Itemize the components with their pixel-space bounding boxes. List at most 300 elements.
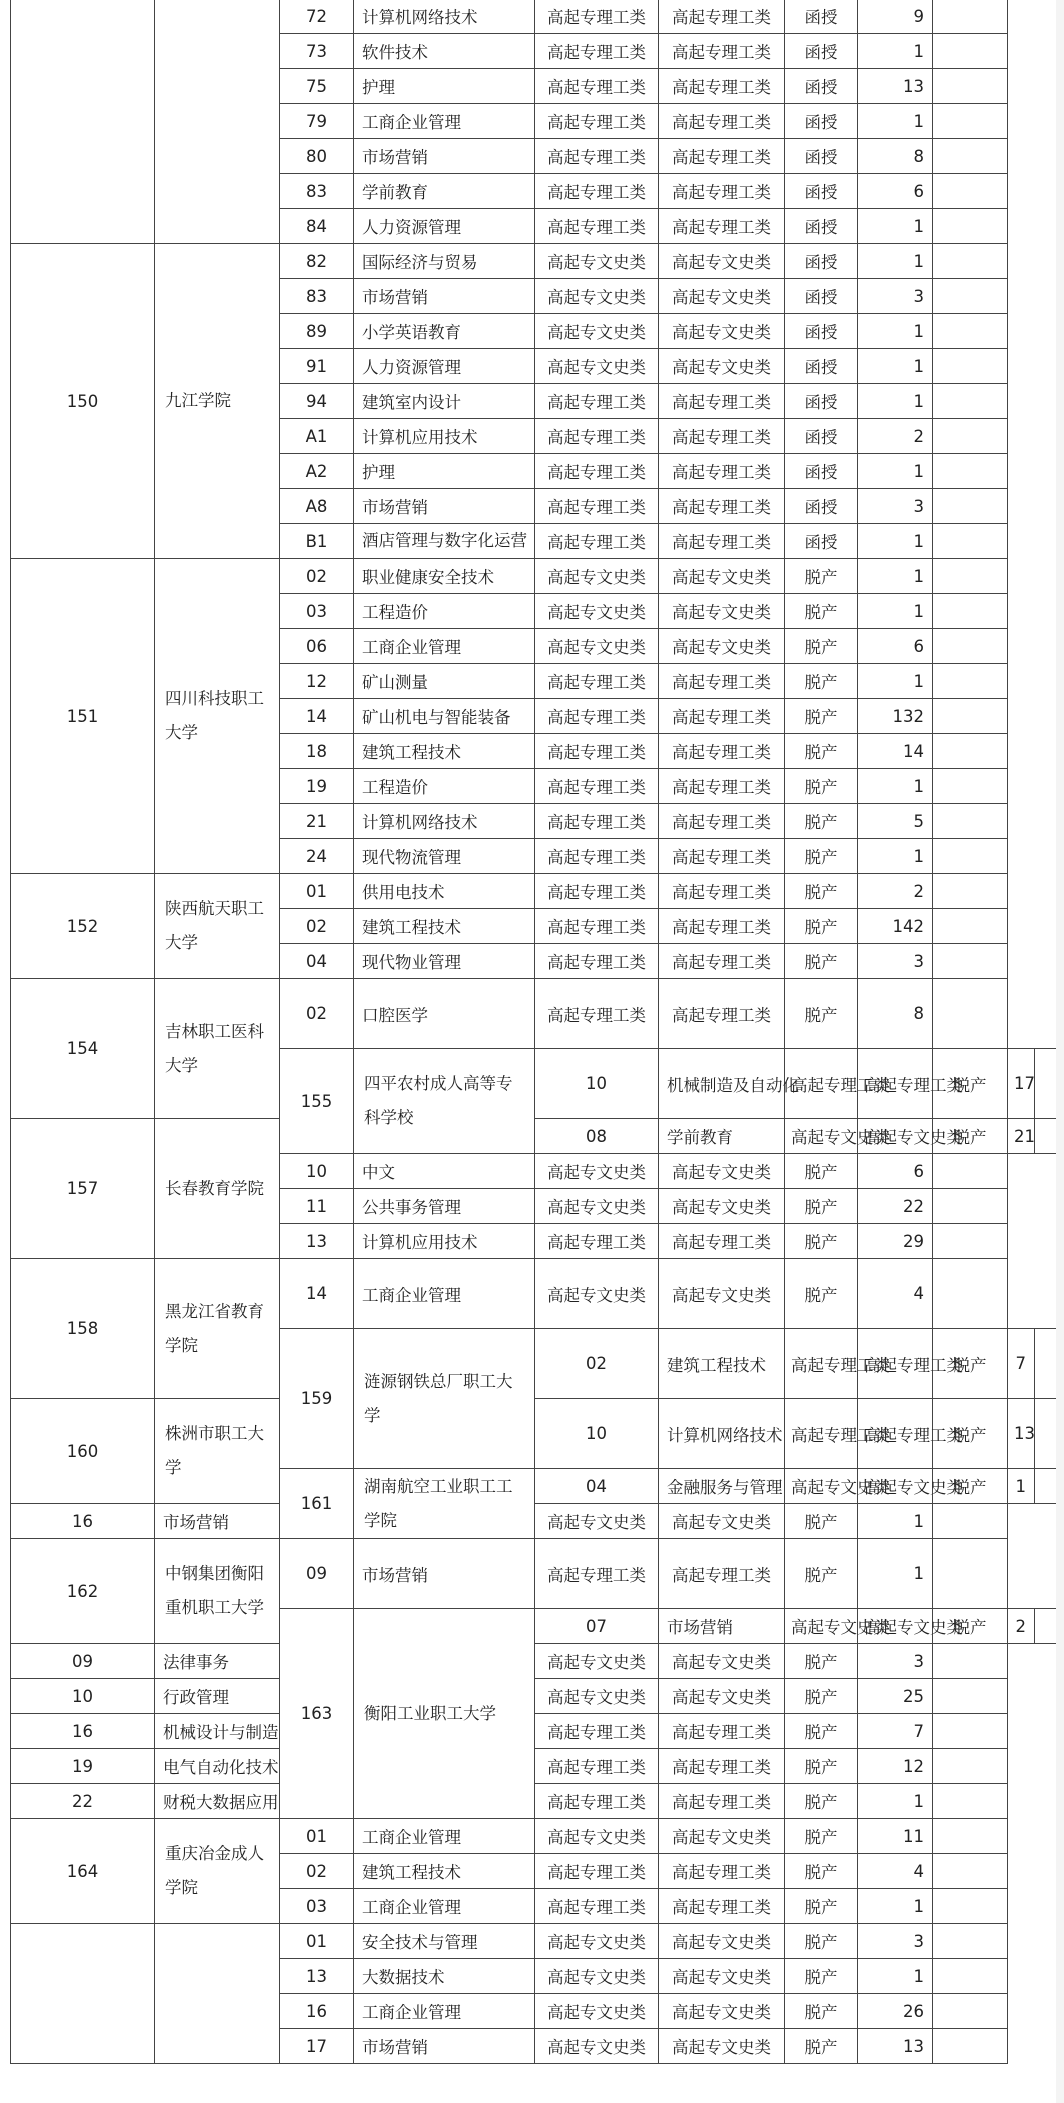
remarks-cell [933,69,1008,104]
category-cell: 高起专文史类 [535,1994,659,2029]
remarks-cell [933,1154,1008,1189]
institution-code-cell: 160 [11,1399,155,1504]
remarks-cell [933,1784,1008,1819]
institution-code-cell: 157 [11,1119,155,1259]
plan-count-cell: 3 [858,1644,933,1679]
major-name-cell: 护理 [354,69,535,104]
plan-count-cell: 1 [858,314,933,349]
study-mode-cell: 脱产 [785,664,858,699]
remarks-cell [933,594,1008,629]
category-cell: 高起专理工类 [535,0,659,34]
major-name-cell: 口腔医学 [354,979,535,1049]
institution-name-cell: 株洲市职工大学 [155,1399,280,1504]
major-name-cell: 电气自动化技术 [155,1749,280,1784]
plan-count-cell: 1 [1008,1469,1035,1504]
major-code-cell: 04 [535,1469,659,1504]
category-cell: 高起专文史类 [535,559,659,594]
major-name-cell: 行政管理 [155,1679,280,1714]
major-code-cell: 11 [280,1189,354,1224]
exam-category-cell: 高起专理工类 [659,944,785,979]
institution-name-cell: 黑龙江省教育学院 [155,1259,280,1399]
exam-category-cell: 高起专理工类 [659,909,785,944]
study-mode-cell: 脱产 [785,2029,858,2064]
institution-name-cell: 陕西航天职工大学 [155,874,280,979]
study-mode-cell: 脱产 [785,1679,858,1714]
table-row [11,559,1062,594]
plan-count-cell: 1 [858,34,933,69]
plan-count-cell: 11 [858,1819,933,1854]
plan-count-cell: 1 [858,384,933,419]
exam-category-cell: 高起专理工类 [659,1854,785,1889]
major-code-cell: 06 [280,629,354,664]
study-mode-cell: 脱产 [785,1784,858,1819]
plan-count-cell: 1 [858,1504,933,1539]
plan-count-cell: 2 [858,419,933,454]
major-code-cell: 10 [535,1399,659,1469]
major-code-cell: 10 [535,1049,659,1119]
category-cell: 高起专理工类 [535,804,659,839]
category-cell: 高起专文史类 [535,1154,659,1189]
remarks-cell [933,1679,1008,1714]
remarks-cell [933,839,1008,874]
category-cell: 高起专理工类 [535,909,659,944]
major-name-cell: 职业健康安全技术 [354,559,535,594]
category-cell: 高起专理工类 [785,1049,858,1119]
table-row [11,1399,1062,1469]
major-name-cell: 大数据技术 [354,1959,535,1994]
study-mode-cell: 函授 [785,104,858,139]
remarks-cell [933,384,1008,419]
major-name-cell: 市场营销 [354,139,535,174]
plan-count-cell: 26 [858,1994,933,2029]
plan-count-cell: 21 [1008,1119,1035,1154]
table-row [11,874,1062,909]
remarks-cell [933,1259,1008,1329]
exam-category-cell: 高起专理工类 [659,664,785,699]
major-name-cell: 建筑工程技术 [354,1854,535,1889]
category-cell: 高起专理工类 [535,1714,659,1749]
major-name-cell: 机械制造及自动化 [659,1049,785,1119]
plan-count-cell: 6 [858,1154,933,1189]
remarks-cell [933,139,1008,174]
study-mode-cell: 函授 [785,384,858,419]
major-code-cell: 75 [280,69,354,104]
table-row [11,1924,1062,1959]
major-code-cell: 04 [280,944,354,979]
institution-name-cell: 长春教育学院 [155,1119,280,1259]
category-cell: 高起专理工类 [535,1889,659,1924]
exam-category-cell: 高起专理工类 [659,104,785,139]
institution-code-cell: 163 [280,1609,354,1819]
exam-category-cell: 高起专文史类 [659,349,785,384]
major-name-cell: 供用电技术 [354,874,535,909]
table-row [11,0,1062,34]
exam-category-cell: 高起专理工类 [659,839,785,874]
major-name-cell: 安全技术与管理 [354,1924,535,1959]
category-cell: 高起专理工类 [535,174,659,209]
study-mode-cell: 脱产 [933,1399,1008,1469]
major-code-cell: 02 [280,909,354,944]
major-name-cell: 计算机网络技术 [354,804,535,839]
table-row [11,1504,1062,1539]
plan-count-cell: 3 [858,944,933,979]
remarks-cell [933,1749,1008,1784]
exam-category-cell: 高起专理工类 [659,209,785,244]
major-name-cell: 财税大数据应用 [155,1784,280,1819]
institution-name-cell: 吉林职工医科大学 [155,979,280,1119]
major-code-cell: 89 [280,314,354,349]
remarks-cell [933,874,1008,909]
category-cell: 高起专理工类 [535,1854,659,1889]
exam-category-cell: 高起专理工类 [659,0,785,34]
major-name-cell: 矿山测量 [354,664,535,699]
institution-code-cell: 155 [280,1049,354,1154]
category-cell: 高起专文史类 [535,314,659,349]
study-mode-cell: 脱产 [785,734,858,769]
exam-category-cell: 高起专文史类 [659,1959,785,1994]
category-cell: 高起专理工类 [535,874,659,909]
major-code-cell: 17 [280,2029,354,2064]
remarks-cell [933,664,1008,699]
exam-category-cell: 高起专理工类 [858,1049,933,1119]
plan-count-cell: 3 [858,1924,933,1959]
study-mode-cell: 脱产 [785,1644,858,1679]
major-code-cell: 24 [280,839,354,874]
study-mode-cell: 脱产 [785,769,858,804]
exam-category-cell: 高起专理工类 [659,1889,785,1924]
major-code-cell: 01 [280,1924,354,1959]
remarks-cell [933,1714,1008,1749]
exam-category-cell: 高起专理工类 [659,1714,785,1749]
study-mode-cell: 函授 [785,69,858,104]
plan-count-cell: 13 [858,2029,933,2064]
major-name-cell: 工商企业管理 [354,1819,535,1854]
plan-count-cell: 1 [858,454,933,489]
category-cell: 高起专理工类 [535,139,659,174]
major-name-cell: 建筑工程技术 [659,1329,785,1399]
major-code-cell: 07 [535,1609,659,1644]
plan-count-cell: 5 [858,804,933,839]
category-cell: 高起专理工类 [535,734,659,769]
major-code-cell: 13 [280,1959,354,1994]
major-code-cell: 14 [280,699,354,734]
plan-count-cell: 1 [858,349,933,384]
major-name-cell: 建筑工程技术 [354,909,535,944]
plan-count-cell: 8 [858,979,933,1049]
major-code-cell: 79 [280,104,354,139]
major-name-cell: 计算机应用技术 [354,1224,535,1259]
institution-name-cell: 四川科技职工大学 [155,559,280,874]
remarks-cell [933,314,1008,349]
remarks-cell [933,209,1008,244]
major-name-cell: 人力资源管理 [354,209,535,244]
major-code-cell: B1 [280,524,354,559]
category-cell: 高起专理工类 [535,1224,659,1259]
exam-category-cell: 高起专文史类 [858,1469,933,1504]
remarks-cell [933,804,1008,839]
study-mode-cell: 脱产 [933,1329,1008,1399]
study-mode-cell: 函授 [785,279,858,314]
institution-code-cell [11,1924,155,2064]
major-code-cell: 73 [280,34,354,69]
major-name-cell: 公共事务管理 [354,1189,535,1224]
remarks-cell [933,1924,1008,1959]
institution-code-cell: 150 [11,244,155,559]
study-mode-cell: 脱产 [785,1154,858,1189]
category-cell: 高起专文史类 [535,594,659,629]
plan-count-cell: 17 [1008,1049,1035,1119]
exam-category-cell: 高起专理工类 [659,804,785,839]
table-row [11,1259,1062,1329]
plan-count-cell: 7 [1008,1329,1035,1399]
exam-category-cell: 高起专理工类 [659,384,785,419]
plan-count-cell: 1 [858,1889,933,1924]
plan-count-cell: 2 [1008,1609,1035,1644]
plan-count-cell: 1 [858,244,933,279]
plan-count-cell: 142 [858,909,933,944]
study-mode-cell: 函授 [785,0,858,34]
major-name-cell: 工商企业管理 [354,1889,535,1924]
institution-code-cell: 161 [280,1469,354,1539]
category-cell: 高起专文史类 [785,1469,858,1504]
major-code-cell: 02 [280,979,354,1049]
exam-category-cell: 高起专理工类 [659,174,785,209]
category-cell: 高起专理工类 [535,1784,659,1819]
major-name-cell: 护理 [354,454,535,489]
plan-count-cell: 7 [858,1714,933,1749]
exam-category-cell: 高起专文史类 [659,629,785,664]
remarks-cell [933,1959,1008,1994]
category-cell: 高起专理工类 [535,769,659,804]
exam-category-cell: 高起专文史类 [659,1819,785,1854]
category-cell: 高起专文史类 [535,1259,659,1329]
plan-count-cell: 13 [858,69,933,104]
major-code-cell: 19 [11,1749,155,1784]
plan-count-cell: 9 [858,0,933,34]
exam-category-cell: 高起专文史类 [659,1924,785,1959]
major-code-cell: 16 [11,1714,155,1749]
major-code-cell: A2 [280,454,354,489]
remarks-cell [933,769,1008,804]
exam-category-cell: 高起专文史类 [858,1609,933,1644]
category-cell: 高起专文史类 [535,1819,659,1854]
exam-category-cell: 高起专理工类 [659,769,785,804]
major-name-cell: 现代物流管理 [354,839,535,874]
study-mode-cell: 脱产 [785,1924,858,1959]
remarks-cell [933,1189,1008,1224]
study-mode-cell: 脱产 [933,1119,1008,1154]
major-name-cell: 市场营销 [354,279,535,314]
major-code-cell: 01 [280,1819,354,1854]
remarks-cell [933,2029,1008,2064]
study-mode-cell: 函授 [785,244,858,279]
plan-count-cell: 1 [858,1784,933,1819]
plan-count-cell: 6 [858,174,933,209]
plan-count-cell: 14 [858,734,933,769]
major-name-cell: 中文 [354,1154,535,1189]
category-cell: 高起专理工类 [535,1539,659,1609]
study-mode-cell: 脱产 [785,839,858,874]
major-code-cell: 22 [11,1784,155,1819]
major-name-cell: 计算机网络技术 [659,1399,785,1469]
remarks-cell [933,1644,1008,1679]
major-code-cell: 83 [280,279,354,314]
exam-category-cell: 高起专理工类 [659,699,785,734]
major-name-cell: 学前教育 [659,1119,785,1154]
exam-category-cell: 高起专理工类 [659,1784,785,1819]
remarks-cell [933,979,1008,1049]
study-mode-cell: 脱产 [785,1749,858,1784]
exam-category-cell: 高起专文史类 [659,594,785,629]
institution-code-cell: 164 [11,1819,155,1924]
plan-count-cell: 1 [858,209,933,244]
major-name-cell: 建筑室内设计 [354,384,535,419]
exam-category-cell: 高起专理工类 [659,34,785,69]
page-edge [1056,0,1064,2103]
remarks-cell [933,1819,1008,1854]
category-cell: 高起专文史类 [535,1504,659,1539]
major-code-cell: 94 [280,384,354,419]
major-code-cell: 72 [280,0,354,34]
study-mode-cell: 脱产 [933,1049,1008,1119]
exam-category-cell: 高起专理工类 [659,979,785,1049]
study-mode-cell: 脱产 [785,1189,858,1224]
table-row [11,979,1062,1049]
major-name-cell: 工程造价 [354,769,535,804]
exam-category-cell: 高起专理工类 [659,454,785,489]
category-cell: 高起专理工类 [535,839,659,874]
table-row [11,1749,1062,1784]
major-code-cell: 10 [11,1679,155,1714]
major-name-cell: 工程造价 [354,594,535,629]
exam-category-cell: 高起专文史类 [659,1154,785,1189]
remarks-cell [933,349,1008,384]
remarks-cell [933,944,1008,979]
category-cell: 高起专文史类 [535,1644,659,1679]
institution-name-cell: 重庆冶金成人学院 [155,1819,280,1924]
category-cell: 高起专理工类 [535,524,659,559]
major-name-cell: 市场营销 [659,1609,785,1644]
major-code-cell: A1 [280,419,354,454]
remarks-cell [933,1504,1008,1539]
category-cell: 高起专文史类 [535,1679,659,1714]
major-code-cell: 14 [280,1259,354,1329]
major-name-cell: 工商企业管理 [354,1259,535,1329]
major-code-cell: 80 [280,139,354,174]
remarks-cell [933,419,1008,454]
category-cell: 高起专理工类 [785,1399,858,1469]
category-cell: 高起专文史类 [535,1189,659,1224]
study-mode-cell: 脱产 [785,1854,858,1889]
study-mode-cell: 脱产 [785,1224,858,1259]
institution-code-cell: 159 [280,1329,354,1469]
plan-count-cell: 2 [858,874,933,909]
study-mode-cell: 函授 [785,524,858,559]
study-mode-cell: 函授 [785,314,858,349]
study-mode-cell: 函授 [785,174,858,209]
study-mode-cell: 脱产 [785,909,858,944]
major-name-cell: 现代物业管理 [354,944,535,979]
category-cell: 高起专理工类 [535,1749,659,1784]
study-mode-cell: 脱产 [933,1469,1008,1504]
admission-plan-table [10,0,1062,2064]
major-code-cell: 03 [280,594,354,629]
major-name-cell: 市场营销 [354,489,535,524]
plan-count-cell: 1 [858,1959,933,1994]
institution-name-cell [155,1924,280,2064]
study-mode-cell: 脱产 [933,1609,1008,1644]
study-mode-cell: 脱产 [785,1959,858,1994]
exam-category-cell: 高起专文史类 [659,1504,785,1539]
exam-category-cell: 高起专文史类 [659,244,785,279]
major-code-cell: 82 [280,244,354,279]
major-code-cell: 19 [280,769,354,804]
major-code-cell: 09 [11,1644,155,1679]
major-code-cell: 02 [280,559,354,594]
study-mode-cell: 函授 [785,489,858,524]
exam-category-cell: 高起专文史类 [659,1679,785,1714]
major-code-cell: 21 [280,804,354,839]
major-name-cell: 建筑工程技术 [354,734,535,769]
table-row [11,1714,1062,1749]
major-code-cell: 03 [280,1889,354,1924]
exam-category-cell: 高起专文史类 [659,314,785,349]
major-name-cell: 法律事务 [155,1644,280,1679]
study-mode-cell: 脱产 [785,979,858,1049]
plan-count-cell: 6 [858,629,933,664]
institution-name-cell: 涟源钢铁总厂职工大学 [354,1329,535,1469]
category-cell: 高起专文史类 [535,349,659,384]
exam-category-cell: 高起专理工类 [659,419,785,454]
remarks-cell [933,909,1008,944]
exam-category-cell: 高起专文史类 [659,1994,785,2029]
plan-count-cell: 8 [858,139,933,174]
study-mode-cell: 脱产 [785,1889,858,1924]
major-name-cell: 市场营销 [155,1504,280,1539]
major-name-cell: 计算机应用技术 [354,419,535,454]
plan-count-cell: 13 [1008,1399,1035,1469]
plan-count-cell: 22 [858,1189,933,1224]
category-cell: 高起专理工类 [535,69,659,104]
category-cell: 高起专理工类 [535,104,659,139]
major-code-cell: 83 [280,174,354,209]
plan-count-cell: 25 [858,1679,933,1714]
category-cell: 高起专理工类 [535,419,659,454]
institution-name-cell: 九江学院 [155,244,280,559]
remarks-cell [933,1854,1008,1889]
study-mode-cell: 脱产 [785,1714,858,1749]
study-mode-cell: 函授 [785,419,858,454]
major-code-cell: A8 [280,489,354,524]
exam-category-cell: 高起专理工类 [659,874,785,909]
study-mode-cell: 脱产 [785,699,858,734]
remarks-cell [933,1539,1008,1609]
study-mode-cell: 脱产 [785,559,858,594]
category-cell: 高起专理工类 [535,979,659,1049]
category-cell: 高起专理工类 [535,454,659,489]
exam-category-cell: 高起专文史类 [858,1119,933,1154]
study-mode-cell: 脱产 [785,629,858,664]
plan-count-cell: 1 [858,524,933,559]
study-mode-cell: 脱产 [785,1539,858,1609]
category-cell: 高起专文史类 [535,1959,659,1994]
institution-code-cell: 154 [11,979,155,1119]
table-row [11,244,1062,279]
remarks-cell [933,1889,1008,1924]
exam-category-cell: 高起专文史类 [659,279,785,314]
category-cell: 高起专文史类 [535,2029,659,2064]
exam-category-cell: 高起专理工类 [659,1539,785,1609]
